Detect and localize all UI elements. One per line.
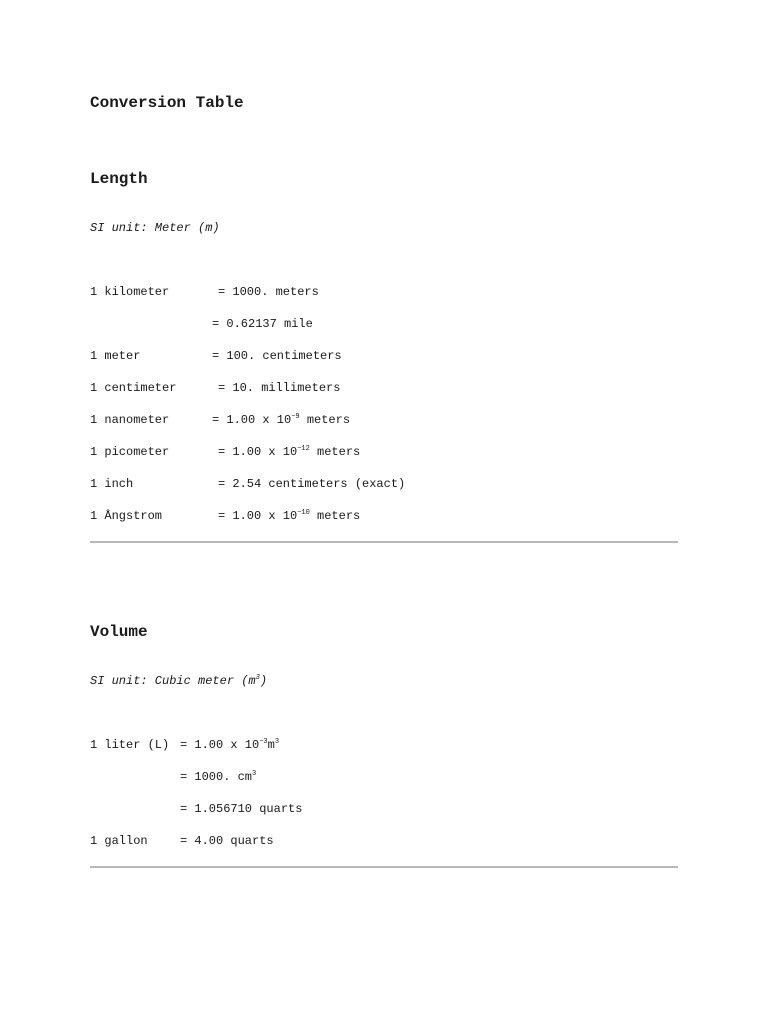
volume-heading: Volume: [90, 623, 148, 641]
length-row-8-value: = 1.00 x 10: [218, 509, 298, 523]
length-row-8-unit: meters: [309, 509, 361, 523]
page-title: Conversion Table: [90, 94, 244, 112]
length-row-5-value: = 1.00 x 10: [212, 413, 292, 427]
length-heading: Length: [90, 170, 148, 188]
length-row-3-left: 1 meter: [90, 349, 141, 363]
volume-si-exponent: 3: [255, 674, 260, 682]
length-row-5-unit: meters: [299, 413, 351, 427]
length-row-7-left: 1 inch: [90, 477, 134, 491]
volume-row-2-right: [180, 769, 256, 785]
length-row-1-right: = 1000. meters: [218, 285, 319, 299]
volume-row-1-exponent: −3: [259, 738, 268, 746]
length-row-5-left: 1 nanometer: [90, 413, 170, 427]
length-row-3-right: = 100. centimeters: [212, 349, 342, 363]
length-divider: [90, 541, 678, 543]
volume-row-1-value: = 1.00 x 10: [180, 738, 260, 752]
volume-row-1-left: 1 liter (L): [90, 738, 170, 752]
length-row-5-exponent: −9: [291, 413, 300, 421]
length-row-6-exponent: −12: [297, 445, 310, 453]
length-si-unit: SI unit: Meter (m): [90, 221, 220, 235]
volume-divider: [90, 866, 678, 868]
volume-row-2-exponent: 3: [252, 770, 257, 778]
volume-row-1-unit-exponent: 3: [274, 738, 280, 746]
length-row-6-unit: meters: [309, 445, 361, 459]
length-row-1-left: 1 kilometer: [90, 285, 170, 299]
length-row-8-left: 1 Ångstrom: [90, 509, 163, 523]
volume-row-3-right: = 1.056710 quarts: [180, 802, 303, 816]
length-row-4-right: = 10. millimeters: [218, 381, 341, 395]
length-row-7-right: = 2.54 centimeters (exact): [218, 477, 406, 491]
volume-row-4-right: = 4.00 quarts: [180, 834, 274, 848]
volume-row-1-unit: m: [267, 738, 275, 752]
volume-row-2-value: = 1000. cm: [180, 770, 253, 784]
length-row-2-right: = 0.62137 mile: [212, 317, 313, 331]
length-row-6-right: [218, 444, 360, 460]
length-row-4-left: 1 centimeter: [90, 381, 177, 395]
volume-si-close: ): [259, 674, 268, 688]
volume-row-4-left: 1 gallon: [90, 834, 148, 848]
length-row-8-right: [218, 508, 360, 524]
length-row-6-left: 1 picometer: [90, 445, 170, 459]
length-row-8-exponent: −10: [297, 509, 310, 517]
length-row-6-value: = 1.00 x 10: [218, 445, 298, 459]
volume-si-label: SI unit: Cubic meter (m: [90, 674, 256, 688]
volume-si-unit: [90, 673, 267, 689]
length-row-5-right: [212, 412, 350, 428]
volume-row-1-right: [180, 737, 279, 753]
